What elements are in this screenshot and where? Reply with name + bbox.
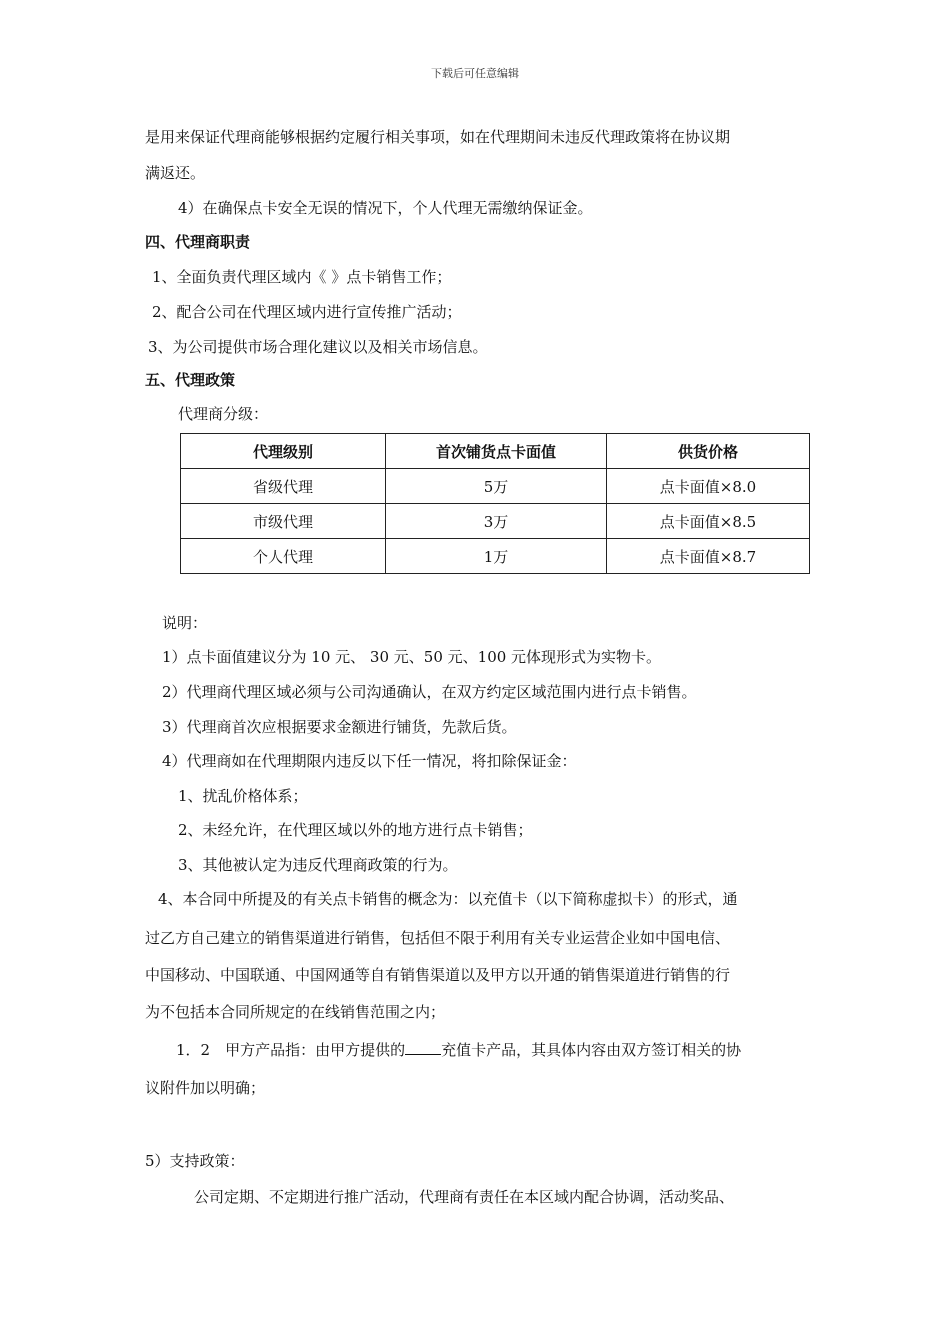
duty-item: 3、为公司提供市场合理化建议以及相关市场信息。 xyxy=(148,338,488,356)
fill-in-blank xyxy=(405,1040,441,1055)
table-cell: 省级代理 xyxy=(181,469,386,504)
table-cell: 3万 xyxy=(386,504,607,539)
notes-title: 说明： xyxy=(162,614,208,632)
table-cell: 个人代理 xyxy=(181,539,386,574)
table-cell: 点卡面值×8.7 xyxy=(607,539,810,574)
table-cell: 市级代理 xyxy=(181,504,386,539)
paragraph-line: 中国移动、中国联通、中国网通等自有销售渠道以及甲方以开通的销售渠道进行销售的行 xyxy=(145,966,731,984)
table-row xyxy=(181,539,810,574)
paragraph-line: 代理商分级： xyxy=(178,405,269,423)
section-heading: 5）支持政策： xyxy=(145,1152,245,1170)
paragraph-line: 公司定期、不定期进行推广活动，代理商有责任在本区域内配合协调，活动奖品、 xyxy=(194,1188,735,1206)
column-header: 首次铺货点卡面值 xyxy=(386,434,607,469)
column-header: 供货价格 xyxy=(607,434,810,469)
paragraph-line xyxy=(176,1040,741,1060)
page-header: 下载后可任意编辑 xyxy=(431,67,519,80)
paragraph-line: 为不包括本合同所规定的在线销售范围之内； xyxy=(145,1003,446,1021)
paragraph-line: 4）在确保点卡安全无误的情况下，个人代理无需缴纳保证金。 xyxy=(178,199,593,217)
table-cell: 点卡面值×8.5 xyxy=(607,504,810,539)
table-cell: 1万 xyxy=(386,539,607,574)
agent-level-table xyxy=(180,433,810,574)
note-item: 2）代理商代理区域必须与公司沟通确认，在双方约定区域范围内进行点卡销售。 xyxy=(162,683,697,701)
paragraph-line: 是用来保证代理商能够根据约定履行相关事项，如在代理期间未违反代理政策将在协议期 xyxy=(145,128,731,146)
violation-item: 3、其他被认定为违反代理商政策的行为。 xyxy=(178,856,458,874)
clause-text: 1．2 甲方产品指：由甲方提供的 xyxy=(176,1041,406,1059)
violation-item: 1、扰乱价格体系； xyxy=(178,787,308,805)
table-row xyxy=(181,469,810,504)
note-item: 1）点卡面值建议分为 10 元、 30 元、50 元、100 元体现形式为实物卡。 xyxy=(162,648,662,666)
section-heading: 五、代理政策 xyxy=(145,371,236,389)
table-cell: 5万 xyxy=(386,469,607,504)
paragraph-line: 4、本合同中所提及的有关点卡销售的概念为：以充值卡（以下简称虚拟卡）的形式，通 xyxy=(158,890,738,908)
table-header-row xyxy=(181,434,810,469)
paragraph-line: 满返还。 xyxy=(145,164,206,182)
duty-item: 1、全面负责代理区域内《 》点卡销售工作； xyxy=(152,268,452,286)
section-heading: 四、代理商职责 xyxy=(145,233,251,251)
clause-text: 充值卡产品，其具体内容由双方签订相关的协 xyxy=(441,1041,742,1059)
note-item: 3）代理商首次应根据要求金额进行铺货，先款后货。 xyxy=(162,718,517,736)
note-item: 4）代理商如在代理期限内违反以下任一情况，将扣除保证金： xyxy=(162,752,577,770)
paragraph-line: 议附件加以明确； xyxy=(145,1079,266,1097)
violation-item: 2、未经允许，在代理区域以外的地方进行点卡销售； xyxy=(178,821,533,839)
paragraph-line: 过乙方自己建立的销售渠道进行销售，包括但不限于利用有关专业运营企业如中国电信、 xyxy=(145,929,731,947)
table-cell: 点卡面值×8.0 xyxy=(607,469,810,504)
column-header: 代理级别 xyxy=(181,434,386,469)
duty-item: 2、配合公司在代理区域内进行宣传推广活动； xyxy=(152,303,462,321)
table-row xyxy=(181,504,810,539)
